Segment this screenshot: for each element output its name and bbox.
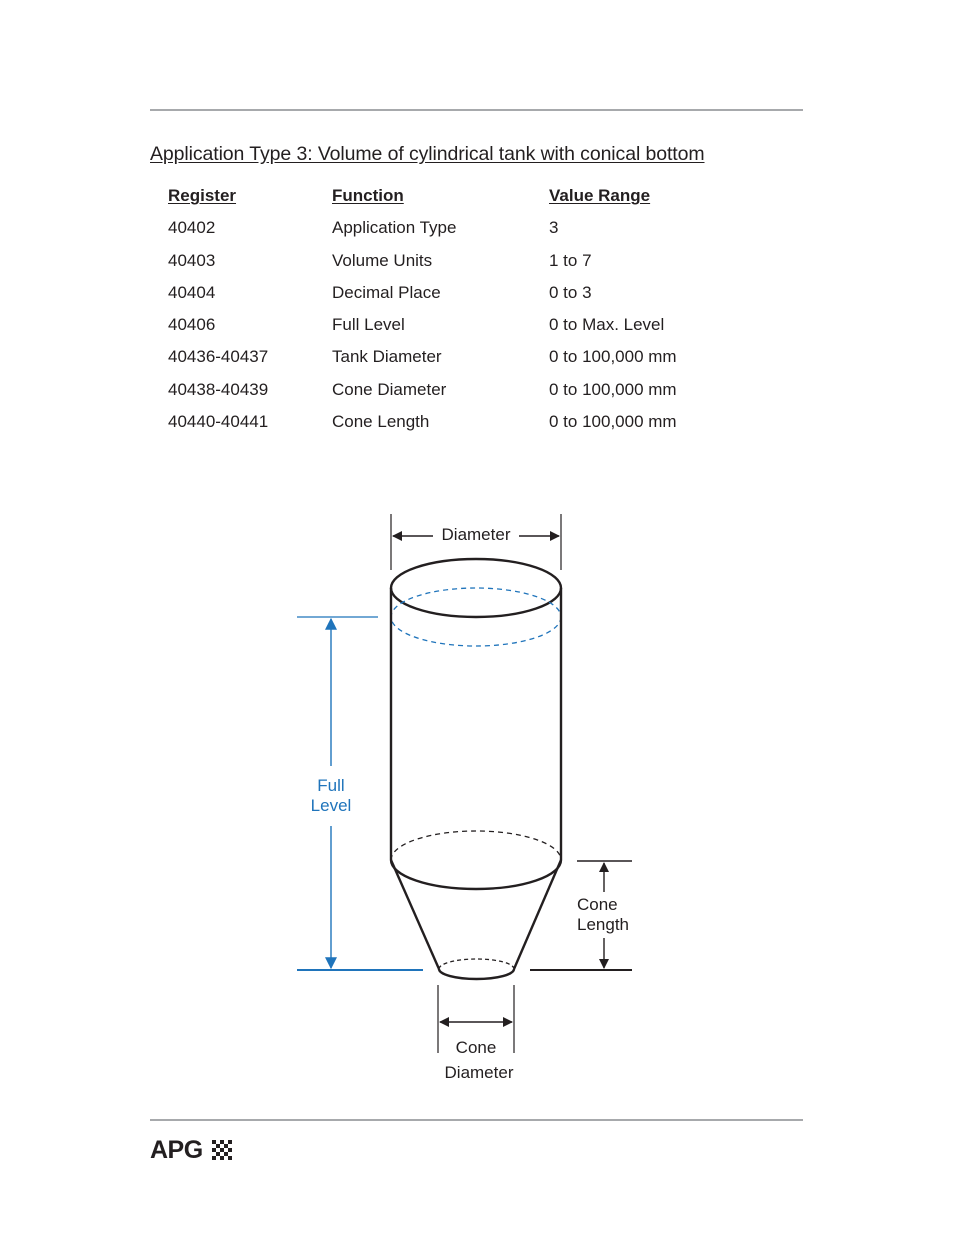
bottom-rule: [150, 1119, 803, 1121]
cell-function: Application Type: [332, 218, 457, 238]
header-value-range: Value Range: [549, 186, 651, 205]
tank-top-ellipse: [391, 559, 561, 617]
cone-wall-left: [391, 860, 439, 969]
cell-register: 40402: [168, 218, 216, 238]
cone-diameter-label-line2: Diameter: [444, 1063, 514, 1082]
cell-function: Tank Diameter: [332, 347, 442, 367]
cell-value-range: 3: [549, 218, 559, 238]
cell-register: 40404: [168, 282, 216, 302]
header-register: Register: [168, 186, 237, 205]
cell-function: Cone Diameter: [332, 379, 447, 399]
page-heading: Application Type 3: Volume of cylindrical tank with conical bottom: [150, 143, 705, 165]
cell-register: 40438-40439: [168, 379, 269, 399]
full-level-label-line2: Level: [310, 796, 352, 815]
cell-function: Decimal Place: [332, 282, 441, 302]
cone-outlet-front: [439, 969, 514, 979]
header-function: Function: [332, 186, 404, 205]
cylinder-bottom-front: [391, 860, 561, 889]
cell-function: Volume Units: [332, 250, 433, 270]
cell-register: 40406: [168, 315, 216, 335]
apg-logo-text: APG: [150, 1136, 203, 1164]
cell-value-range: 0 to 100,000 mm: [549, 379, 677, 399]
cone-length-label-line2: Length: [577, 915, 629, 934]
tank-body: [391, 559, 561, 979]
cone-length-label-line1: Cone: [577, 895, 618, 914]
diameter-dimension: [391, 514, 561, 570]
cone-outlet-back: [439, 959, 514, 969]
cell-register: 40403: [168, 250, 216, 270]
cell-value-range: 0 to 3: [549, 282, 592, 302]
cylinder-bottom-back: [391, 831, 561, 860]
full-level-label-line1: Full: [317, 776, 345, 795]
cell-value-range: 1 to 7: [549, 250, 592, 270]
cell-value-range: 0 to 100,000 mm: [549, 347, 677, 367]
cell-value-range: 0 to 100,000 mm: [549, 412, 677, 432]
apg-logo-icon: [212, 1140, 232, 1160]
diameter-label: Diameter: [441, 525, 511, 544]
cell-function: Full Level: [332, 315, 405, 335]
cone-diameter-dimension: [438, 985, 514, 1082]
cell-function: Cone Length: [332, 412, 430, 432]
cone-wall-right: [514, 860, 561, 969]
cell-register: 40436-40437: [168, 347, 269, 367]
cone-diameter-label-line1: Cone: [455, 1038, 497, 1057]
cell-register: 40440-40441: [168, 412, 269, 432]
cell-value-range: 0 to Max. Level: [549, 315, 665, 335]
full-level-dimension: [297, 617, 423, 970]
